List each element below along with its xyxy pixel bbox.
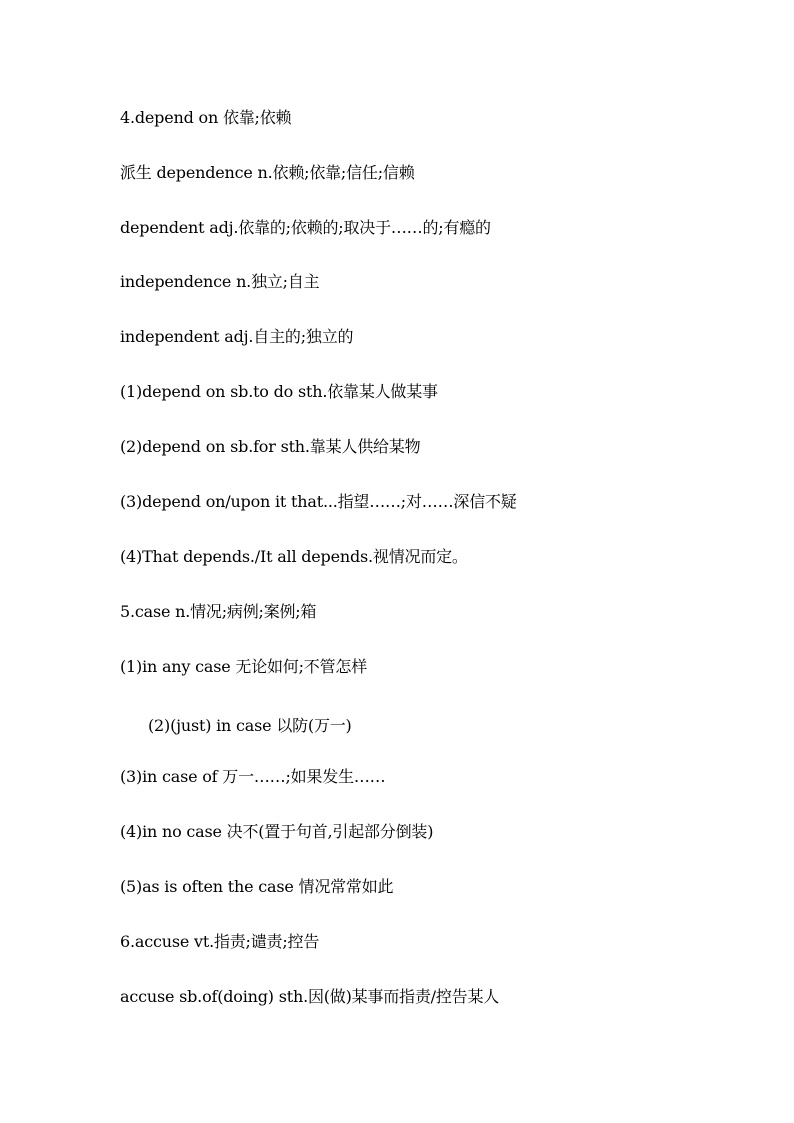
derivative-independence: independence n.独立;自主 (120, 272, 320, 291)
phrase-case-5: (5)as is often the case 情况常常如此 (120, 877, 394, 896)
entry-accuse: 6.accuse vt.指责;谴责;控告 (120, 932, 320, 951)
derivative-independent: independent adj.自主的;独立的 (120, 327, 354, 346)
phrase-case-3: (3)in case of 万一……;如果发生…… (120, 767, 386, 786)
derivative-dependence: 派生 dependence n.依赖;依靠;信任;信赖 (120, 163, 415, 182)
phrase-case-1: (1)in any case 无论如何;不管怎样 (120, 657, 367, 676)
entry-case: 5.case n.情况;病例;案例;箱 (120, 602, 317, 621)
phrase-depend-1: (1)depend on sb.to do sth.依靠某人做某事 (120, 382, 438, 401)
phrase-case-4: (4)in no case 决不(置于句首,引起部分倒装) (120, 822, 434, 841)
phrase-depend-4: (4)That depends./It all depends.视情况而定。 (120, 547, 468, 566)
phrase-depend-3: (3)depend on/upon it that...指望……;对……深信不疑 (120, 492, 517, 511)
phrase-depend-2: (2)depend on sb.for sth.靠某人供给某物 (120, 437, 421, 456)
phrase-accuse: accuse sb.of(doing) sth.因(做)某事而指责/控告某人 (120, 987, 500, 1006)
phrase-case-2: (2)(just) in case 以防(万一) (148, 716, 352, 735)
derivative-dependent: dependent adj.依靠的;依赖的;取决于……的;有瘾的 (120, 218, 491, 237)
entry-depend-on: 4.depend on 依靠;依赖 (120, 108, 292, 127)
